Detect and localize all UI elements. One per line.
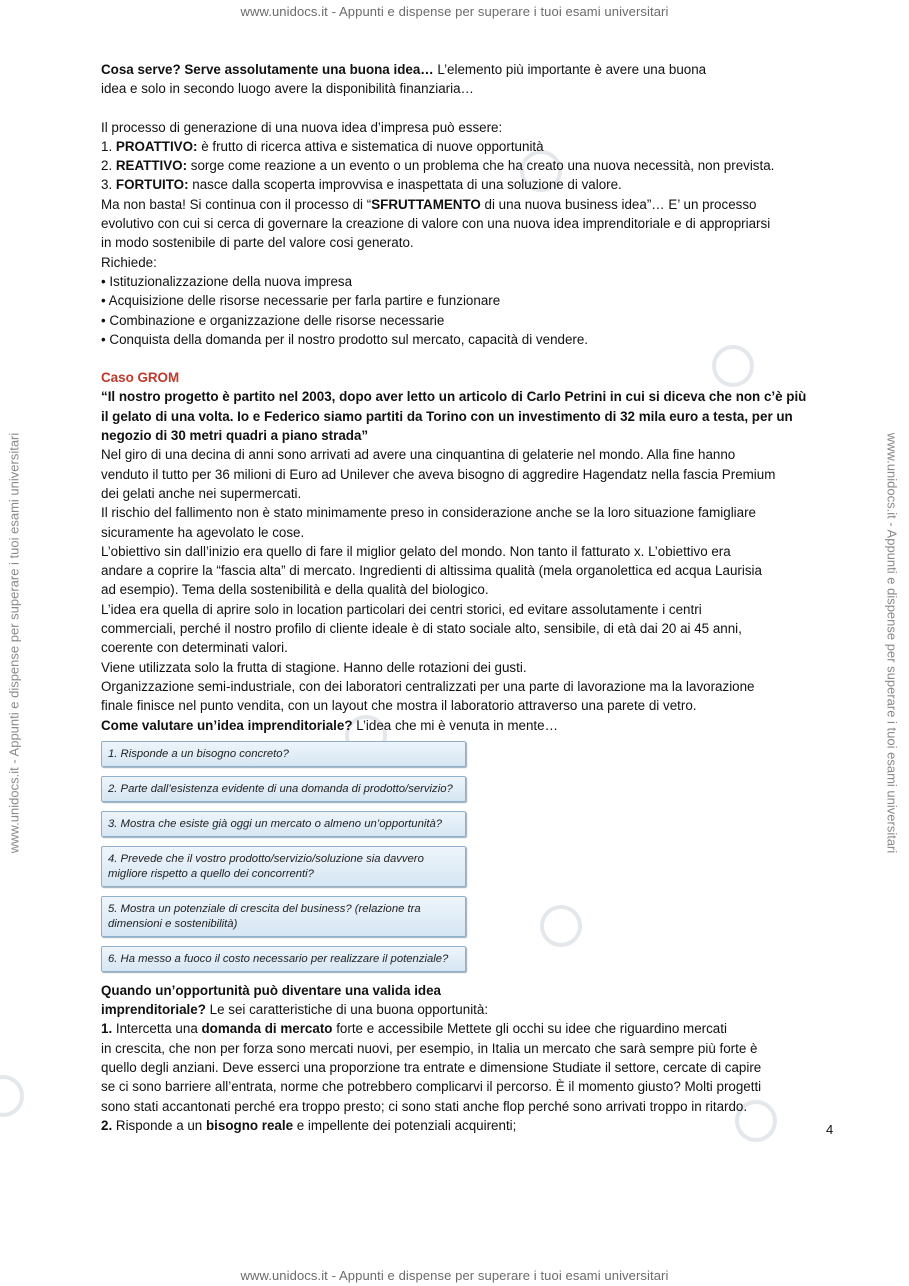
- point-term: bisogno reale: [205, 1117, 294, 1133]
- item-term: REATTIVO:: [115, 158, 188, 174]
- grom-line: finale finisce nel punto vendita, con un layout che mostra il laboratorio attraverso una parete di vetro.: [101, 698, 697, 714]
- section-title-grom: Caso GROM: [101, 370, 180, 386]
- grom-line: coerente con determinati valori.: [101, 640, 288, 656]
- grom-line: ad esempio). Tema della sostenibilità e della qualità del biologico.: [101, 582, 489, 598]
- process-item-1: [101, 137, 836, 156]
- grom-line: Organizzazione semi-industriale, con dei laboratori centralizzati per una parte di lavorazione ma la lavorazione: [101, 678, 755, 694]
- bullet-item: • Conquista della domanda per il nostro prodotto sul mercato, capacità di vendere.: [101, 331, 589, 347]
- document-body: [101, 60, 836, 1135]
- criteria-item: 4. Prevede che il vostro prodotto/servizio/soluzione sia davvero migliore rispetto a quello dei concorrenti?: [101, 846, 466, 887]
- criteria-item: 5. Mostra un potenziale di crescita del business? (relazione tra dimensioni e sostenibilità): [101, 896, 466, 937]
- grom-quote-3: [101, 426, 836, 445]
- item-term: PROATTIVO:: [115, 138, 198, 154]
- grom-line: commerciali, perché il nostro profilo di cliente ideale è di stato sociale alto, sensibile, di età dai 20 ai 45 anni,: [101, 621, 742, 637]
- grom-line: Nel giro di una decina di anni sono arrivati ad avere una cinquantina di gelaterie nel mondo. Alla fine hanno: [101, 447, 736, 463]
- point-num: 2.: [101, 1117, 113, 1133]
- eval-question: Come valutare un’idea imprenditoriale?: [101, 717, 353, 733]
- quote-text: “Il nostro progetto è partito nel 2003, dopo aver letto un articolo di Carlo Petrini in cui si diceva che non c’è più: [101, 389, 807, 405]
- grom-line: andare a coprire la “fascia alta” di mercato. Ingredienti di altissima qualità (mela organolettica ed acqua Laurisia: [101, 563, 762, 579]
- process-item-3: [101, 175, 836, 194]
- grom-line: L’idea era quella di aprire solo in location particolari dei centri storici, ed evitare assolutamente i centri: [101, 601, 702, 617]
- grom-quote-1: [101, 387, 836, 406]
- intro-line-1: [101, 60, 836, 79]
- bullet-item: • Istituzionalizzazione della nuova impresa: [101, 273, 353, 289]
- grom-line: dei gelati anche nei supermercati.: [101, 485, 302, 501]
- process-more-2: evolutivo con cui si cerca di governare la creazione di valore con una nuova idea imprenditoriale e di appropriarsi: [101, 216, 771, 232]
- heading-rest: Le sei caratteristiche di una buona opportunità:: [205, 1002, 489, 1018]
- requires-label: Richiede:: [101, 254, 157, 270]
- process-more-1: [101, 195, 836, 214]
- process-lead: Il processo di generazione di una nuova idea d’impresa può essere:: [101, 119, 503, 135]
- eval-line: [101, 716, 836, 735]
- intro-line-2: idea e solo in secondo luogo avere la disponibilità finanziaria…: [101, 81, 474, 97]
- grom-line: Il rischio del fallimento non è stato minimamente preso in considerazione anche se la loro situazione famigliare: [101, 505, 756, 521]
- more-term: SFRUTTAMENTO: [371, 196, 481, 212]
- criteria-item: 1. Risponde a un bisogno concreto?: [101, 741, 466, 767]
- criteria-item: 3. Mostra che esiste già oggi un mercato o almeno un’opportunità?: [101, 811, 466, 837]
- grom-line: sicuramente ha agevolato le cose.: [101, 524, 305, 540]
- watermark-footer: www.unidocs.it - Appunti e dispense per superare i tuoi esami universitari: [240, 1268, 669, 1283]
- item-text: sorge come reazione a un evento o un problema che ha creato una nuova necessità, non prevista.: [187, 158, 775, 174]
- criteria-list: [101, 741, 466, 972]
- criteria-item: 6. Ha messo a fuoco il costo necessario per realizzare il potenziale?: [101, 946, 466, 972]
- opportunity-line: quello degli anziani. Deve esserci una proporzione tra entrate e dimensione Studiate il settore, cercate di capire: [101, 1059, 762, 1075]
- process-more-3: in modo sostenibile di parte del valore cosi generato.: [101, 235, 414, 251]
- opportunity-line: in crescita, che non per forza sono mercati nuovi, per esempio, in Italia un mercato che sarà sempre più forte è: [101, 1040, 758, 1056]
- criteria-item: 2. Parte dall’esistenza evidente di una domanda di prodotto/servizio?: [101, 776, 466, 802]
- opportunity-line: sono stati accantonati perché era troppo presto; ci sono stati anche flop perché sono arrivati troppo in ritardo.: [101, 1098, 748, 1114]
- opportunity-heading-1: [101, 981, 836, 1000]
- heading-text: imprenditoriale?: [101, 1002, 206, 1018]
- item-num: 1.: [101, 138, 116, 154]
- opportunity-line: se ci sono barriere all’entrata, norme che potrebbero complicarvi il percorso. È il momento giusto? Molti progetti: [101, 1079, 762, 1095]
- item-text: nasce dalla scoperta improvvisa e inaspettata di una soluzione di valore.: [188, 177, 622, 193]
- point-term: domanda di mercato: [201, 1021, 333, 1037]
- process-item-2: [101, 156, 836, 175]
- point-num: 1.: [101, 1021, 113, 1037]
- heading-text: Quando un’opportunità può diventare una valida idea: [101, 982, 441, 998]
- opportunity-point-2: [101, 1116, 836, 1135]
- opportunity-heading-2: [101, 1000, 836, 1019]
- point-text: forte e accessibile Mettete gli occhi su idee che riguardino mercati: [332, 1021, 727, 1037]
- quote-text: negozio di 30 metri quadri a piano strada”: [101, 428, 369, 444]
- watermark-logo-icon: [0, 1075, 24, 1117]
- item-num: 2.: [101, 158, 116, 174]
- intro-question: Cosa serve? Serve assolutamente una buona idea…: [101, 62, 434, 77]
- watermark-right: www.unidocs.it - Appunti e dispense per superare i tuoi esami universitari: [884, 432, 900, 854]
- grom-line: venduto il tutto per 36 milioni di Euro ad Unilever che aveva bisogno di aggredire Hagendatz nella fascia Premium: [101, 466, 776, 482]
- point-text: e impellente dei potenziali acquirenti;: [293, 1117, 517, 1133]
- more-text: di una nuova business idea”… E’ un processo: [480, 196, 757, 212]
- bullet-item: • Acquisizione delle risorse necessarie per farla partire e funzionare: [101, 293, 501, 309]
- point-text: Intercetta una: [112, 1021, 202, 1037]
- item-term: FORTUITO:: [115, 177, 189, 193]
- page-number: 4: [826, 1122, 834, 1137]
- intro-text: L’elemento più importante è avere una buona: [433, 62, 707, 77]
- bullet-item: • Combinazione e organizzazione delle risorse necessarie: [101, 312, 445, 328]
- grom-line: Viene utilizzata solo la frutta di stagione. Hanno delle rotazioni dei gusti.: [101, 659, 527, 675]
- grom-quote-2: [101, 407, 836, 426]
- eval-text: L’idea che mi è venuta in mente…: [352, 717, 558, 733]
- more-text: Ma non basta! Si continua con il processo di “: [101, 196, 372, 212]
- item-text: è frutto di ricerca attiva e sistematica di nuove opportunità: [197, 138, 544, 154]
- watermark-header: www.unidocs.it - Appunti e dispense per superare i tuoi esami universitari: [240, 4, 669, 19]
- quote-text: il gelato di una volta. Io e Federico siamo partiti da Torino con un investimento di 32 mila euro a testa, per un: [101, 408, 793, 424]
- point-text: Risponde a un: [112, 1117, 206, 1133]
- grom-line: L’obiettivo sin dall’inizio era quello di fare il miglior gelato del mondo. Non tanto il fatturato x. L’obiettivo era: [101, 543, 731, 559]
- opportunity-point-1: [101, 1019, 836, 1038]
- watermark-left: www.unidocs.it - Appunti e dispense per superare i tuoi esami universitari: [6, 432, 22, 854]
- item-num: 3.: [101, 177, 116, 193]
